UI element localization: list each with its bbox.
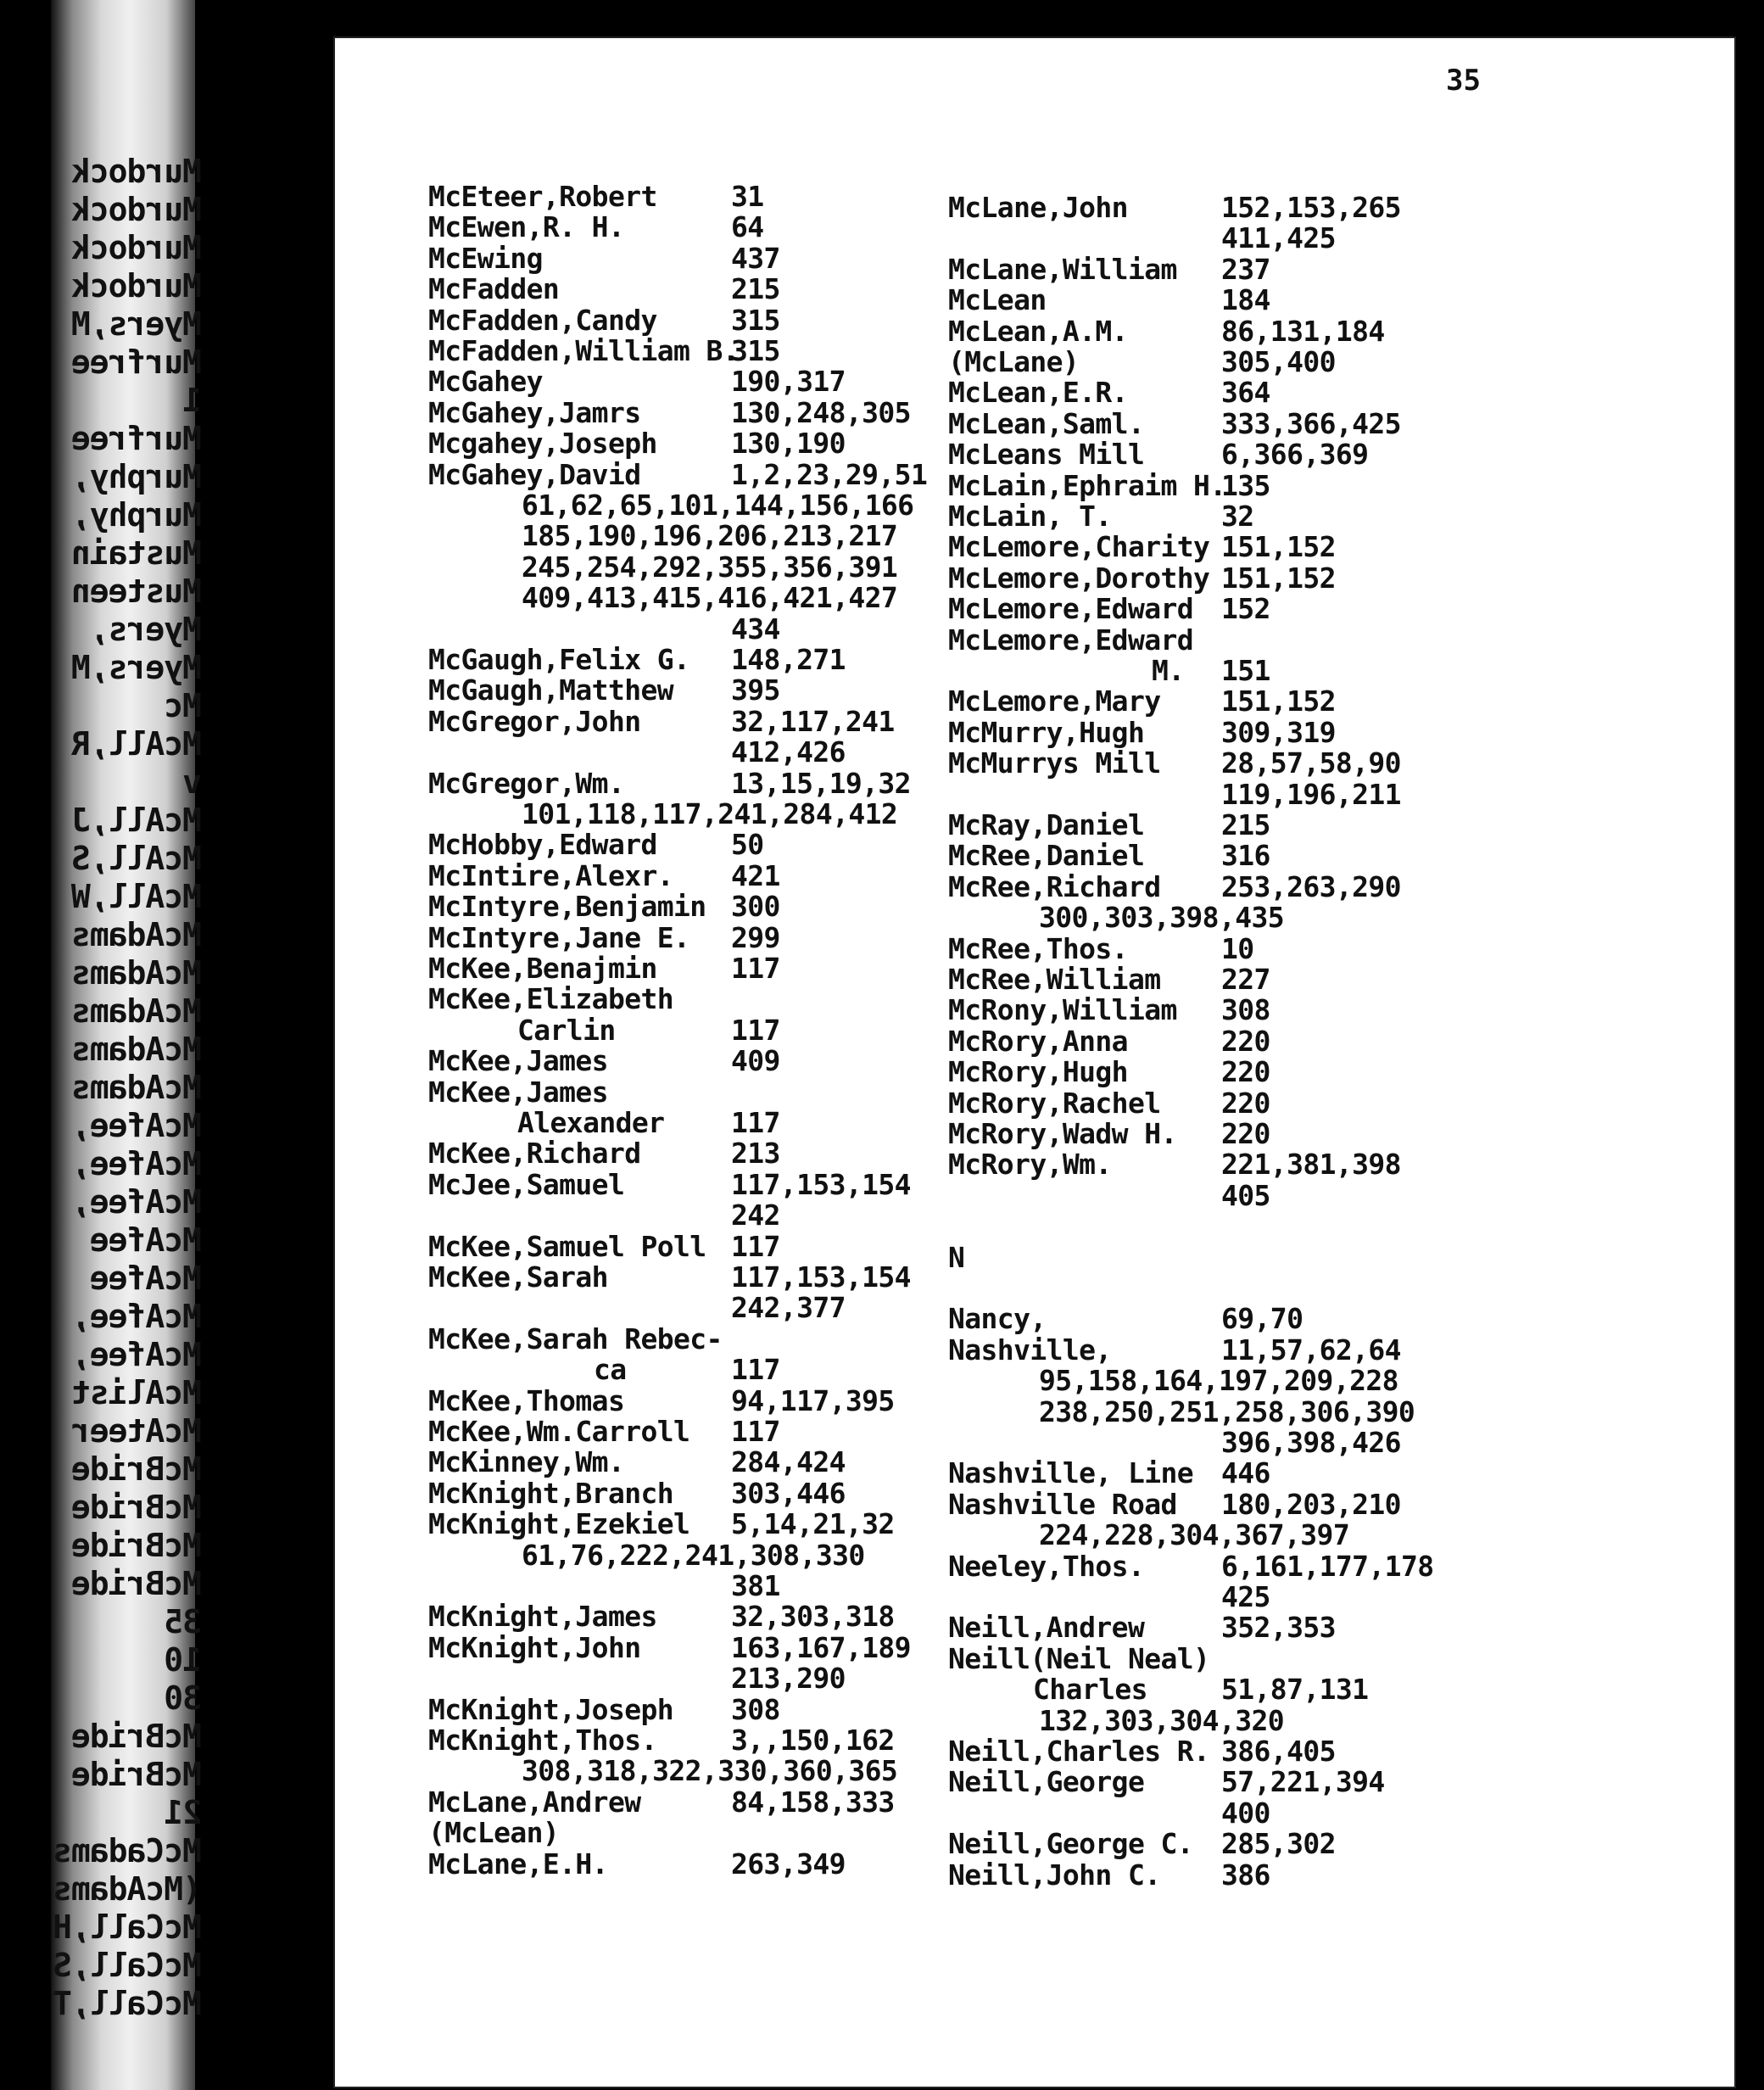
index-entry-name: McLemore,Dorothy	[948, 561, 1210, 595]
index-entry-name: McLemore,Charity	[948, 530, 1210, 564]
index-entry-pages: 11,57,62,64	[1221, 1333, 1401, 1366]
index-entry-name: McRory,Hugh	[948, 1055, 1128, 1089]
index-entry-pages: 117	[731, 1013, 780, 1047]
index-entry-name: McLane,William	[948, 252, 1177, 286]
index-entry-pages: 333,366,425	[1221, 406, 1401, 440]
spine-text-line: McBride	[71, 1718, 202, 1755]
index-entry-name: McFadden,Candy	[428, 303, 657, 337]
index-entry-pages: 180,203,210	[1221, 1487, 1401, 1521]
index-entry-name: McEwing	[428, 241, 543, 275]
spine-text-line: McBride	[71, 1527, 202, 1564]
index-entry-pages: 3,,150,162	[731, 1724, 895, 1757]
index-entry-pages: 316	[1221, 839, 1270, 873]
index-entry-name: McLemore,Edward	[948, 592, 1194, 626]
index-entry-pages: 300	[731, 890, 780, 924]
index-entry-name: McRory,Anna	[948, 1024, 1128, 1058]
index-entry-pages: 10	[1221, 931, 1254, 965]
spine-text-line: McAteer	[71, 1412, 202, 1450]
index-entry-name: McLeans Mill	[948, 438, 1145, 472]
index-entry-name: Neill,Charles R.	[948, 1735, 1210, 1768]
index-entry-pages: 284,424	[731, 1445, 846, 1479]
index-entry-pages: 6,161,177,178	[1221, 1549, 1434, 1583]
index-entry-pages: 381	[731, 1569, 780, 1602]
index-entry-pages: 61,76,222,241,308,330	[522, 1538, 865, 1572]
index-entry-pages: 386,405	[1221, 1735, 1336, 1768]
spine-text-line: McAdams	[71, 1069, 202, 1106]
index-entry-pages: 213,290	[731, 1662, 846, 1696]
spine-text-line: 10	[165, 1641, 202, 1679]
index-entry-name: (McLane)	[948, 345, 1080, 378]
index-entry-name: McRory,Wadw H.	[948, 1117, 1177, 1150]
index-entry-pages: 220	[1221, 1055, 1270, 1089]
index-entry-pages: 28,57,58,90	[1221, 746, 1401, 780]
index-entry-pages: 50	[731, 828, 764, 862]
index-entry-name: McLane,John	[948, 191, 1128, 224]
index-entry-pages: 245,254,292,355,356,391	[522, 550, 898, 584]
index-entry-pages: 32	[1221, 500, 1254, 533]
spine-text-line: McAll,S	[71, 840, 202, 877]
spine-text-line: Myers,	[90, 611, 202, 648]
index-entry-name: McKnight,John	[428, 1630, 641, 1664]
index-entry-name: McKinney,Wm.	[428, 1445, 625, 1479]
index-entry-pages: 117	[731, 1229, 780, 1263]
spine-text-line: 35	[165, 1603, 202, 1640]
spine-text-line: Murphy,	[71, 496, 202, 534]
index-entry-pages: 364	[1221, 376, 1270, 410]
index-entry-name: McGahey	[428, 365, 543, 399]
index-entry-name: McHobby,Edward	[428, 828, 657, 862]
index-entry-pages: 411,425	[1221, 221, 1336, 255]
index-entry-pages: 405	[1221, 1178, 1270, 1212]
index-entry-name: McKee,Benajmin	[428, 952, 657, 985]
index-entry-name: Nancy,	[948, 1302, 1047, 1336]
index-entry-name: McRee,Thos.	[948, 931, 1128, 965]
index-entry-pages: 1,2,23,29,51	[731, 457, 928, 491]
spine-text-line: McAll,J	[71, 802, 202, 839]
index-entry-pages: 84,158,333	[731, 1785, 895, 1819]
index-entry-name: McRory,Rachel	[948, 1086, 1161, 1120]
index-entry-name: McKee,Thomas	[428, 1383, 625, 1417]
spine-text-line: Mustain	[71, 534, 202, 572]
spine-text-line: Murfree	[71, 344, 202, 381]
index-entry-name: McKee,James	[428, 1044, 608, 1078]
index-entry-pages: 220	[1221, 1117, 1270, 1150]
spine-text-line: 21	[165, 1794, 202, 1831]
index-entry-pages: 238,250,251,258,306,390	[1039, 1394, 1415, 1428]
index-entry-pages: 117	[731, 1353, 780, 1387]
spine-text-line: Murdock	[71, 153, 202, 190]
index-entry-pages: 400	[1221, 1796, 1270, 1830]
index-entry-pages: 434	[731, 612, 780, 645]
index-entry-name: Alexander	[517, 1106, 665, 1139]
index-entry-pages: 446	[1221, 1456, 1270, 1490]
index-entry-pages: 285,302	[1221, 1827, 1336, 1861]
index-entry-name: McLane,Andrew	[428, 1785, 641, 1819]
spine-text-line: McAfee,	[71, 1145, 202, 1182]
spine-text-line: Musteen	[71, 573, 202, 610]
index-entry-name: Mcgahey,Joseph	[428, 427, 657, 461]
index-entry-name: McKee,Samuel Poll	[428, 1229, 706, 1263]
index-entry-pages: 152	[1221, 592, 1270, 626]
spine-text-line: McCall,T	[53, 1985, 202, 2022]
index-entry-name: McKnight,James	[428, 1600, 657, 1634]
index-entry-pages: 300,303,398,435	[1039, 901, 1285, 935]
spine-text-line: McAdams	[71, 954, 202, 992]
spine-text-line: McAfee	[90, 1221, 202, 1259]
index-entry-pages: 185,190,196,206,213,217	[522, 519, 898, 553]
index-entry-pages: 32,117,241	[731, 704, 895, 738]
index-entry-name: Neill(Neil Neal)	[948, 1641, 1210, 1675]
index-entry-name: McGahey,David	[428, 457, 641, 491]
index-entry-pages: 32,303,318	[731, 1600, 895, 1634]
index-entry-pages: 117,153,154	[731, 1167, 911, 1201]
index-entry-name: McKee,Sarah	[428, 1260, 608, 1294]
index-entry-name: McKee,James	[428, 1075, 608, 1109]
index-entry-name: McKee,Elizabeth	[428, 982, 674, 1016]
index-entry-pages: 215	[1221, 808, 1270, 841]
index-entry-name: McIntyre,Benjamin	[428, 890, 706, 924]
index-entry-pages: 263,349	[731, 1847, 846, 1880]
index-entry-pages: 101,118,117,241,284,412	[522, 797, 898, 830]
index-entry-name: McLean	[948, 283, 1047, 317]
index-entry-pages: 61,62,65,101,144,156,166	[522, 489, 914, 522]
index-entry-name: McGaugh,Felix G.	[428, 643, 690, 676]
index-entry-name: McLain,Ephraim H.	[948, 468, 1226, 502]
index-entry-name: ca	[594, 1353, 627, 1387]
index-entry-pages: 117	[731, 1106, 780, 1139]
index-entry-pages: 135	[1221, 468, 1270, 502]
index-entry-name: McIntyre,Jane E.	[428, 920, 690, 954]
spine-text-line: Murdock	[71, 267, 202, 305]
index-entry-pages: 190,317	[731, 365, 846, 399]
index-entry-pages: 315	[731, 303, 780, 337]
spine-text-line: McBride	[71, 1756, 202, 1793]
spine-text-line: McCall,H	[53, 1908, 202, 1946]
index-entry-pages: 242	[731, 1199, 780, 1232]
index-entry-pages: 86,131,184	[1221, 314, 1385, 348]
spine-text-line: McCadams	[53, 1832, 202, 1869]
index-entry-name: McMurrys Mill	[948, 746, 1161, 780]
index-entry-pages: 220	[1221, 1024, 1270, 1058]
index-entry-pages: 309,319	[1221, 715, 1336, 749]
index-entry-pages: 132,303,304,320	[1039, 1703, 1285, 1737]
index-entry-name: McFadden,William B.	[428, 334, 740, 367]
index-entry-name: McLemore,Edward	[948, 623, 1194, 657]
index-entry-name: McGregor,Wm.	[428, 766, 625, 800]
spine-text-line: McBride	[71, 1450, 202, 1488]
spine-text-line: (McAdams	[53, 1870, 202, 1908]
spine-text-line: McAll,R	[71, 725, 202, 763]
index-entry-name: McKnight,Joseph	[428, 1692, 674, 1726]
index-entry-name: M.	[1152, 654, 1185, 687]
index-entry-name: Nashville, Line	[948, 1456, 1194, 1490]
index-entry-pages: 303,446	[731, 1476, 846, 1510]
index-entry-name: McKnight,Ezekiel	[428, 1507, 690, 1541]
index-entry-pages: 151,152	[1221, 561, 1336, 595]
index-entry-pages: 421	[731, 858, 780, 892]
index-entry-pages: 95,158,164,197,209,228	[1039, 1364, 1398, 1398]
index-entry-pages: 69,70	[1221, 1302, 1303, 1336]
index-entry-name: McJee,Samuel	[428, 1167, 625, 1201]
index-entry-name: (McLean)	[428, 1816, 560, 1850]
index-entry-pages: 299	[731, 920, 780, 954]
index-entry-name: Neeley,Thos.	[948, 1549, 1145, 1583]
index-entry-pages: 425	[1221, 1580, 1270, 1613]
index-entry-pages: 117	[731, 1415, 780, 1448]
spine-text-line: Myers,M	[71, 649, 202, 686]
index-entry-name: McRee,Daniel	[948, 839, 1145, 873]
index-entry-pages: 151	[1221, 654, 1270, 687]
index-entry-pages: 221,381,398	[1221, 1148, 1401, 1182]
index-entry-pages: 412,426	[731, 735, 846, 769]
index-entry-name: Charles	[1033, 1673, 1147, 1707]
index-entry-name: McLemore,Mary	[948, 685, 1161, 718]
spine-text-line: McAfee,	[71, 1107, 202, 1144]
index-entry-pages: 215	[731, 272, 780, 306]
index-entry-name: N	[948, 1240, 965, 1274]
index-entry-pages: 213	[731, 1137, 780, 1171]
spine-text-line: McAlist	[71, 1374, 202, 1411]
spine-text-line: McAdams	[71, 916, 202, 953]
index-entry-pages: 237	[1221, 252, 1270, 286]
index-entry-name: McRory,Wm.	[948, 1148, 1112, 1182]
index-entry-name: McFadden	[428, 272, 560, 306]
index-entry-pages: 227	[1221, 963, 1270, 996]
spine-text-line: McBride	[71, 1489, 202, 1526]
spine-text-line: Mc	[165, 687, 202, 724]
index-entry-name: McKee,Richard	[428, 1137, 641, 1171]
spine-text-line: McAfee,	[71, 1336, 202, 1373]
spine-text-line: McAfee,	[71, 1183, 202, 1221]
index-entry-name: McKnight,Branch	[428, 1476, 674, 1510]
index-entry-name: Carlin	[517, 1013, 616, 1047]
index-entry-pages: 130,248,305	[731, 395, 911, 429]
index-entry-pages: 396,398,426	[1221, 1426, 1401, 1459]
index-entry-pages: 253,263,290	[1221, 869, 1401, 903]
spine-text-line: McAfee	[90, 1260, 202, 1297]
spine-text-line: McAfee,	[71, 1298, 202, 1335]
index-entry-pages: 308,318,322,330,360,365	[522, 1754, 898, 1788]
spine-text-line: Myers,M	[71, 305, 202, 343]
index-entry-name: McEwen,R. H.	[428, 210, 625, 244]
index-entry-name: McLean,E.R.	[948, 376, 1128, 410]
index-entry-pages: 152,153,265	[1221, 191, 1401, 224]
index-entry-pages: 242,377	[731, 1291, 846, 1325]
index-entry-pages: 5,14,21,32	[731, 1507, 895, 1541]
index-entry-pages: 386	[1221, 1858, 1270, 1892]
index-entry-pages: 6,366,369	[1221, 438, 1369, 472]
spine-text-line: 30	[165, 1679, 202, 1717]
index-entry-pages: 437	[731, 241, 780, 275]
index-entry-name: Neill,Andrew	[948, 1611, 1145, 1645]
index-entry-pages: 220	[1221, 1086, 1270, 1120]
index-entry-name: McRay,Daniel	[948, 808, 1145, 841]
index-entry-name: McEteer,Robert	[428, 180, 657, 213]
adjacent-page-spine	[51, 0, 202, 2090]
spine-text-line: Murfree	[71, 420, 202, 457]
index-entry-pages: 315	[731, 334, 780, 367]
index-entry-name: McKee,Sarah Rebec-	[428, 1322, 723, 1355]
index-entry-pages: 117	[731, 952, 780, 985]
index-entry-name: McRee,William	[948, 963, 1161, 996]
spine-text-line: Murphy,	[71, 458, 202, 495]
index-entry-pages: 308	[731, 1692, 780, 1726]
index-entry-pages: 119,196,211	[1221, 777, 1401, 811]
spine-text-line: McBride	[71, 1565, 202, 1602]
index-entry-name: McLane,E.H.	[428, 1847, 608, 1880]
index-entry-name: Nashville Road	[948, 1487, 1177, 1521]
index-entry-name: McLean,Saml.	[948, 406, 1145, 440]
index-entry-pages: 151,152	[1221, 685, 1336, 718]
spine-text-line: McCall,S	[53, 1947, 202, 1984]
index-entry-name: McKee,Wm.Carroll	[428, 1415, 690, 1448]
index-entry-pages: 409,413,415,416,421,427	[522, 581, 898, 615]
spine-text-line: McAll,W	[71, 878, 202, 915]
index-entry-pages: 395	[731, 673, 780, 707]
spine-text-line: Murdock	[71, 229, 202, 266]
index-entry-pages: 184	[1221, 283, 1270, 317]
index-entry-pages: 94,117,395	[731, 1383, 895, 1417]
index-entry-name: McRony,William	[948, 993, 1177, 1027]
index-entry-pages: 130,190	[731, 427, 846, 461]
index-entry-pages: 117,153,154	[731, 1260, 911, 1294]
index-entry-pages: 31	[731, 180, 764, 213]
index-entry-name: McLain, T.	[948, 500, 1112, 533]
index-entry-pages: 409	[731, 1044, 780, 1078]
index-entry-pages: 163,167,189	[731, 1630, 911, 1664]
index-entry-pages: 51,87,131	[1221, 1673, 1369, 1707]
spine-text-line: 1	[183, 382, 202, 419]
index-entry-name: McIntire,Alexr.	[428, 858, 674, 892]
index-entry-name: McGregor,John	[428, 704, 641, 738]
index-entry-pages: 308	[1221, 993, 1270, 1027]
index-entry-name: Neill,George	[948, 1765, 1145, 1799]
index-entry-pages: 305,400	[1221, 345, 1336, 378]
index-entry-name: McRee,Richard	[948, 869, 1161, 903]
index-entry-pages: 148,271	[731, 643, 846, 676]
index-entry-name: McMurry,Hugh	[948, 715, 1145, 749]
index-entry-pages: 352,353	[1221, 1611, 1336, 1645]
index-entry-name: McGahey,Jamrs	[428, 395, 641, 429]
index-entry-name: McGaugh,Matthew	[428, 673, 674, 707]
index-entry-pages: 57,221,394	[1221, 1765, 1385, 1799]
index-entry-pages: 224,228,304,367,397	[1039, 1518, 1350, 1552]
index-entry-name: Neill,John C.	[948, 1858, 1161, 1892]
index-entry-name: Nashville,	[948, 1333, 1112, 1366]
index-entry-pages: 64	[731, 210, 764, 244]
spine-text-line: Murdock	[71, 191, 202, 228]
index-entry-name: Neill,George C.	[948, 1827, 1194, 1861]
index-entry-pages: 13,15,19,32	[731, 766, 911, 800]
spine-text-line: v	[183, 763, 202, 801]
page-number: 35	[1446, 64, 1481, 98]
index-entry-pages: 151,152	[1221, 530, 1336, 564]
index-entry-name: McKnight,Thos.	[428, 1724, 657, 1757]
index-entry-name: McLean,A.M.	[948, 314, 1128, 348]
spine-text-line: McAdams	[71, 992, 202, 1030]
spine-text-line: McAdams	[71, 1031, 202, 1068]
